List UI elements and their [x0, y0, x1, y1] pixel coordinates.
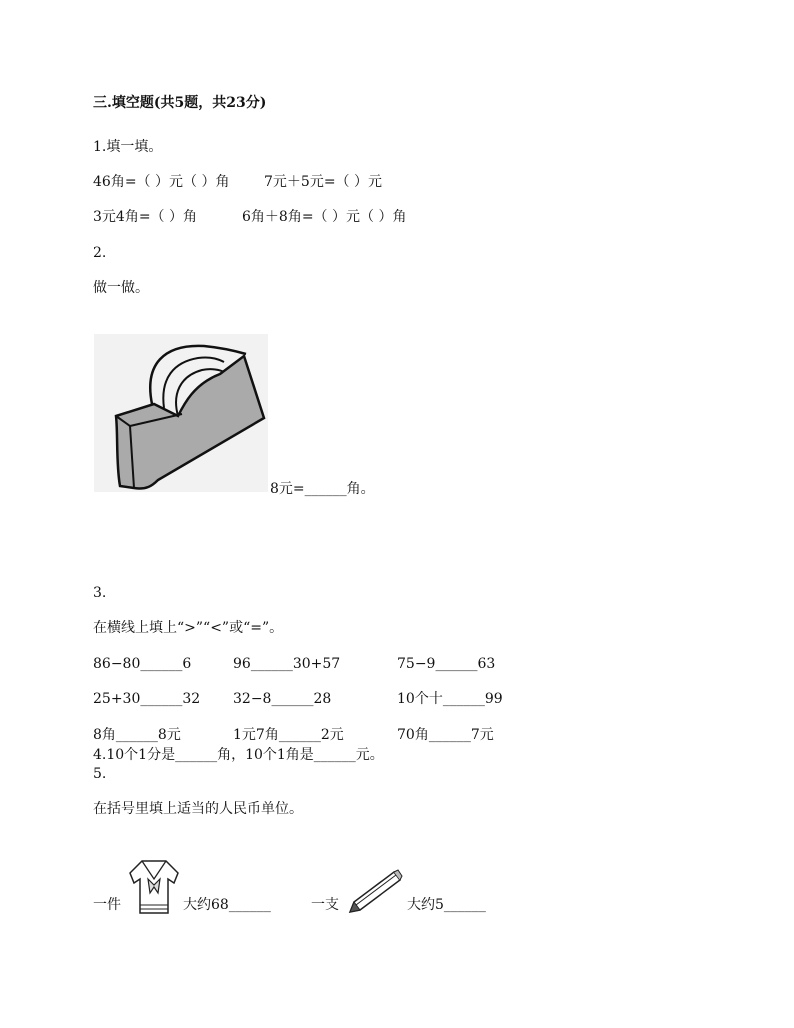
q2-number: 2.: [93, 245, 107, 261]
q1-row2a: 3元4角=（ ）角: [93, 209, 197, 225]
q3-cell: 70角______7元: [397, 727, 494, 743]
q4-text: 4.10个1分是______角，10个1角是______元。: [93, 747, 384, 763]
shirt-icon: [128, 857, 180, 917]
q3-cell: 86−80______6: [93, 656, 192, 672]
pencil-icon: [346, 868, 404, 916]
q3-cell: 1元7角______2元: [233, 727, 344, 743]
q5-item1-prefix: 一件: [93, 897, 121, 913]
q5-instruction: 在括号里填上适当的人民币单位。: [93, 801, 303, 817]
section-title: 三.填空题(共5题，共23分): [93, 95, 267, 111]
tape-dispenser-image: [94, 334, 268, 492]
q5-item2-prefix: 一支: [311, 897, 339, 913]
q3-cell: 75−9______63: [397, 656, 496, 672]
q3-number: 3.: [93, 585, 107, 601]
q3-cell: 32−8______28: [233, 691, 332, 707]
q5-item2-suffix: 大约5______: [407, 897, 486, 913]
q3-cell: 25+30______32: [93, 691, 201, 707]
q1-row1b: 7元＋5元=（ ）元: [264, 174, 382, 190]
q1-row1a: 46角=（ ）元（ ）角: [93, 174, 230, 190]
q5-item1-suffix: 大约68______: [183, 897, 271, 913]
q1-row2b: 6角＋8角=（ ）元（ ）角: [242, 209, 407, 225]
q3-cell: 96______30+57: [233, 656, 341, 672]
q1-number: 1.填一填。: [93, 139, 163, 155]
q3-instruction: 在横线上填上“>”“<”或“=”。: [93, 620, 284, 636]
q2-instruction: 做一做。: [93, 280, 149, 296]
q2-answer: 8元=______角。: [270, 481, 375, 497]
q5-number: 5.: [93, 766, 107, 782]
q3-cell: 8角______8元: [93, 727, 181, 743]
q3-cell: 10个十______99: [397, 691, 503, 707]
